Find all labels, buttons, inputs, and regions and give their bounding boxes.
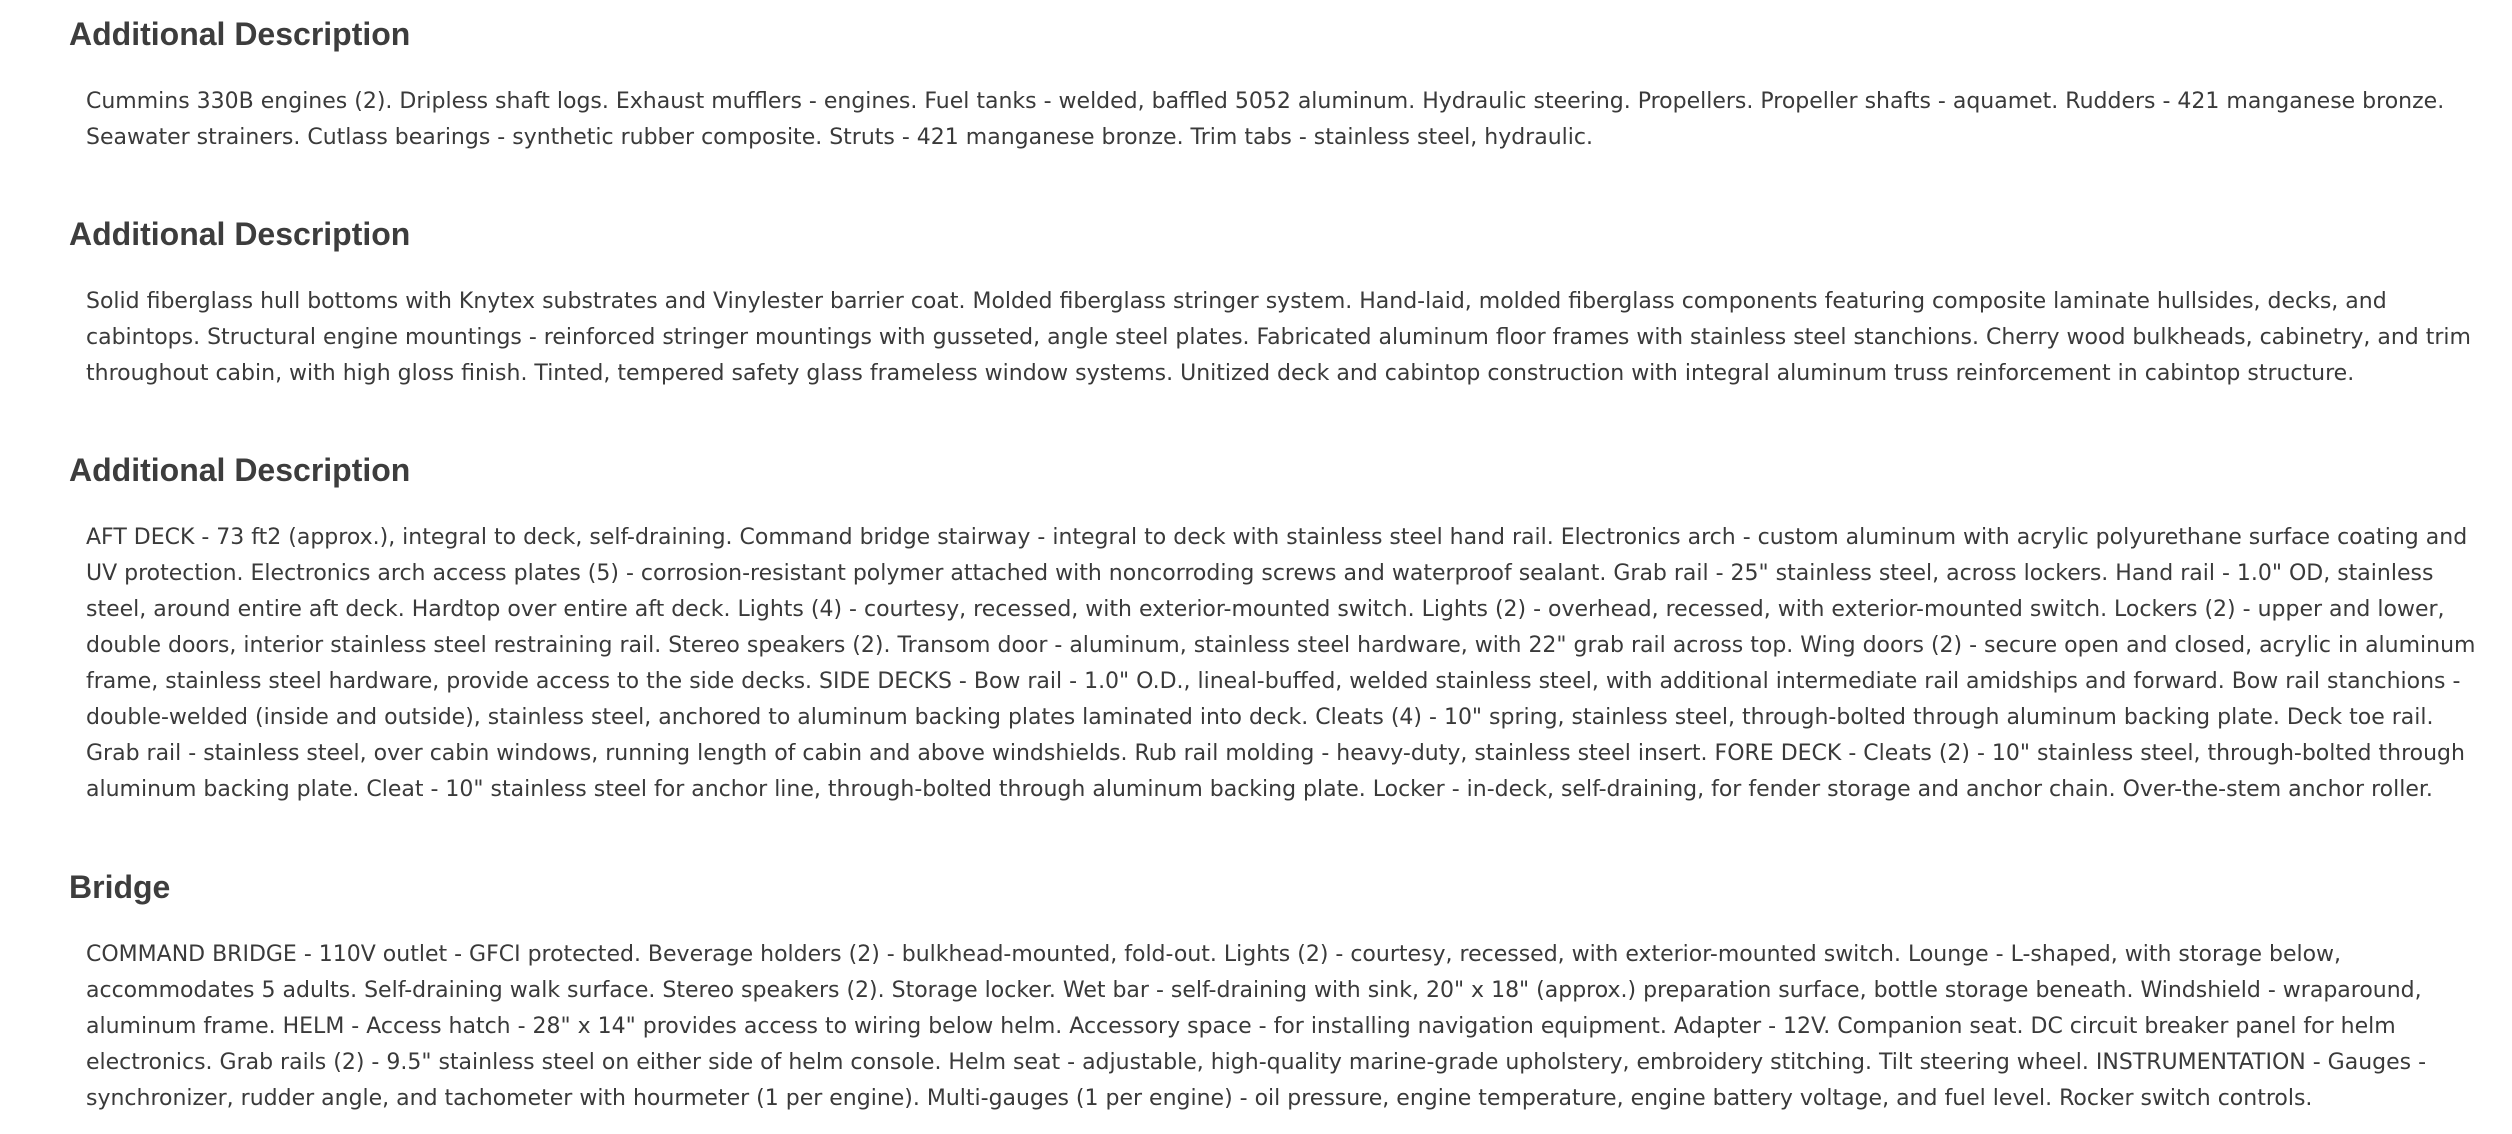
section-body: Solid fiberglass hull bottoms with Knytex substrates and Vinylester barrier coat. Molded fiberglass stringer system. Hand-laid, molded fiberglass components featuring composite laminate hullsides, decks, and cabintops. Structural engine mountings - reinforced stringer mountings with gusseted, angle steel plates. Fabricated aluminum floor frames with stainless steel stanchions. Cherry wood bulkheads, cabinetry, and trim throughout cabin, with high gloss finish. Tinted, tempered safety glass frameless window systems. Unitized deck and cabintop construction with integral aluminum truss reinforcement in cabintop structure.	[86, 289, 2471, 386]
section-body: Cummins 330B engines (2). Dripless shaft logs. Exhaust mufflers - engines. Fuel tanks - welded, baffled 5052 aluminum. Hydraulic steering. Propellers. Propeller shafts - aquamet. Rudders - 421 manganese bronze. Seawater strainers. Cutlass bearings - synthetic rubber composite. Struts - 421 manganese bronze. Trim tabs - stainless steel, hydraulic.	[86, 89, 2445, 150]
section-body: AFT DECK - 73 ft2 (approx.), integral to deck, self-draining. Command bridge stairway - integral to deck with stainless steel hand rail. Electronics arch - custom aluminum with acrylic polyurethane surface coating and UV protection. Electronics arch access plates (5) - corrosion-resistant polymer attached with noncorroding screws and waterproof sealant. Grab rail - 25" stainless steel, across lockers. Hand rail - 1.0" OD, stainless steel, around entire aft deck. Hardtop over entire aft deck. Lights (4) - courtesy, recessed, with exterior-mounted switch. Lights (2) - overhead, recessed, with exterior-mounted switch. Lockers (2) - upper and lower, double doors, interior stainless steel restraining rail. Stereo speakers (2). Transom door - aluminum, stainless steel hardware, with 22" grab rail across top. Wing doors (2) - secure open and closed, acrylic in aluminum frame, stainless steel hardware, provide access to the side decks. SIDE DECKS - Bow rail - 1.0" O.D., lineal-buffed, welded stainless steel, with additional intermediate rail amidships and forward. Bow rail stanchions - double-welded (inside and outside), stainless steel, anchored to aluminum backing plates laminated into deck. Cleats (4) - 10" spring, stainless steel, through-bolted through aluminum backing plate. Deck toe rail. Grab rail - stainless steel, over cabin windows, running length of cabin and above windshields. Rub rail molding - heavy-duty, stainless steel insert. FORE DECK - Cleats (2) - 10" stainless steel, through-bolted through aluminum backing plate. Cleat - 10" stainless steel for anchor line, through-bolted through aluminum backing plate. Locker - in-deck, self-draining, for fender storage and anchor chain. Over-the-stem anchor roller.	[86, 525, 2476, 802]
section-heading: Additional Description	[69, 452, 411, 488]
section-heading: Additional Description	[69, 216, 411, 252]
section-heading: Additional Description	[69, 16, 411, 52]
section-heading: Bridge	[69, 869, 171, 905]
section-body: COMMAND BRIDGE - 110V outlet - GFCI protected. Beverage holders (2) - bulkhead-mounted, fold-out. Lights (2) - courtesy, recessed, with exterior-mounted switch. Lounge - L-shaped, with storage below, accommodates 5 adults. Self-draining walk surface. Stereo speakers (2). Storage locker. Wet bar - self-draining with sink, 20" x 18" (approx.) preparation surface, bottle storage beneath. Windshield - wraparound, aluminum frame. HELM - Access hatch - 28" x 14" provides access to wiring below helm. Accessory space - for installing navigation equipment. Adapter - 12V. Companion seat. DC circuit breaker panel for helm electronics. Grab rails (2) - 9.5" stainless steel on either side of helm console. Helm seat - adjustable, high-quality marine-grade upholstery, embroidery stitching. Tilt steering wheel. INSTRUMENTATION - Gauges - synchronizer, rudder angle, and tachometer with hourmeter (1 per engine). Multi-gauges (1 per engine) - oil pressure, engine temperature, engine battery voltage, and fuel level. Rocker switch controls.	[86, 942, 2427, 1111]
